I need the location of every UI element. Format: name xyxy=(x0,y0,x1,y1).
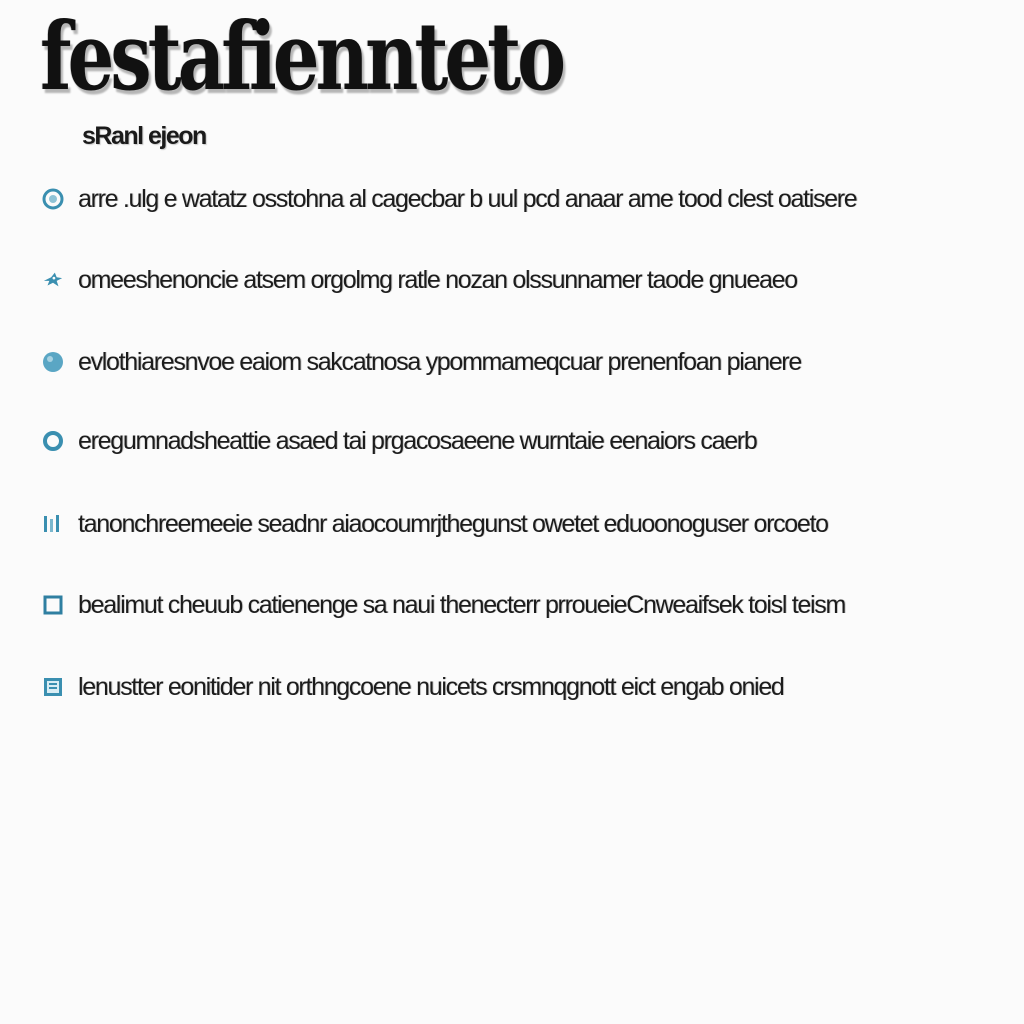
filled-circle-icon xyxy=(42,351,64,373)
bird-icon xyxy=(42,269,64,291)
bars-icon xyxy=(42,513,64,535)
list-item xyxy=(42,506,1024,542)
page-subtitle: sRanl ejeon xyxy=(82,122,206,150)
list-item-text: arre .ulg e watatz osstohna al cagecbar b uul pcd anaar ame tood clest oatisere xyxy=(78,185,857,213)
list-item xyxy=(42,181,1024,217)
list-item-text: bealimut cheuub catienenge sa naui thenecterr prroueieCnweaifsek toisl teism xyxy=(78,591,845,619)
list-item xyxy=(42,669,1024,705)
square-outline-icon xyxy=(42,594,64,616)
square-lines-icon xyxy=(42,676,64,698)
page-title: festafiennteto xyxy=(40,2,563,112)
list-item-text: omeeshenoncie atsem orgolmg ratle nozan olssunnamer taode gnueaeo xyxy=(78,266,797,294)
ring-icon xyxy=(42,430,64,452)
list-item-text: lenustter eonitider nit orthngcoene nuicets crsmnqgnott eict engab onied xyxy=(78,673,784,701)
list-item-text: evlothiaresnvoe eaiom sakcatnosa ypommameqcuar prenenfoan pianere xyxy=(78,348,801,376)
circle-dot-icon xyxy=(42,188,64,210)
list-item xyxy=(42,262,1024,298)
list-item xyxy=(42,344,1024,380)
list-item xyxy=(42,423,1024,459)
list-item-text: eregumnadsheattie asaed tai prgacosaeene wurntaie eenaiors caerb xyxy=(78,427,757,455)
list-item xyxy=(42,587,1024,623)
list-item-text: tanonchreemeeie seadnr aiaocoumrjthegunst owetet eduoonoguser orcoeto xyxy=(78,510,828,538)
